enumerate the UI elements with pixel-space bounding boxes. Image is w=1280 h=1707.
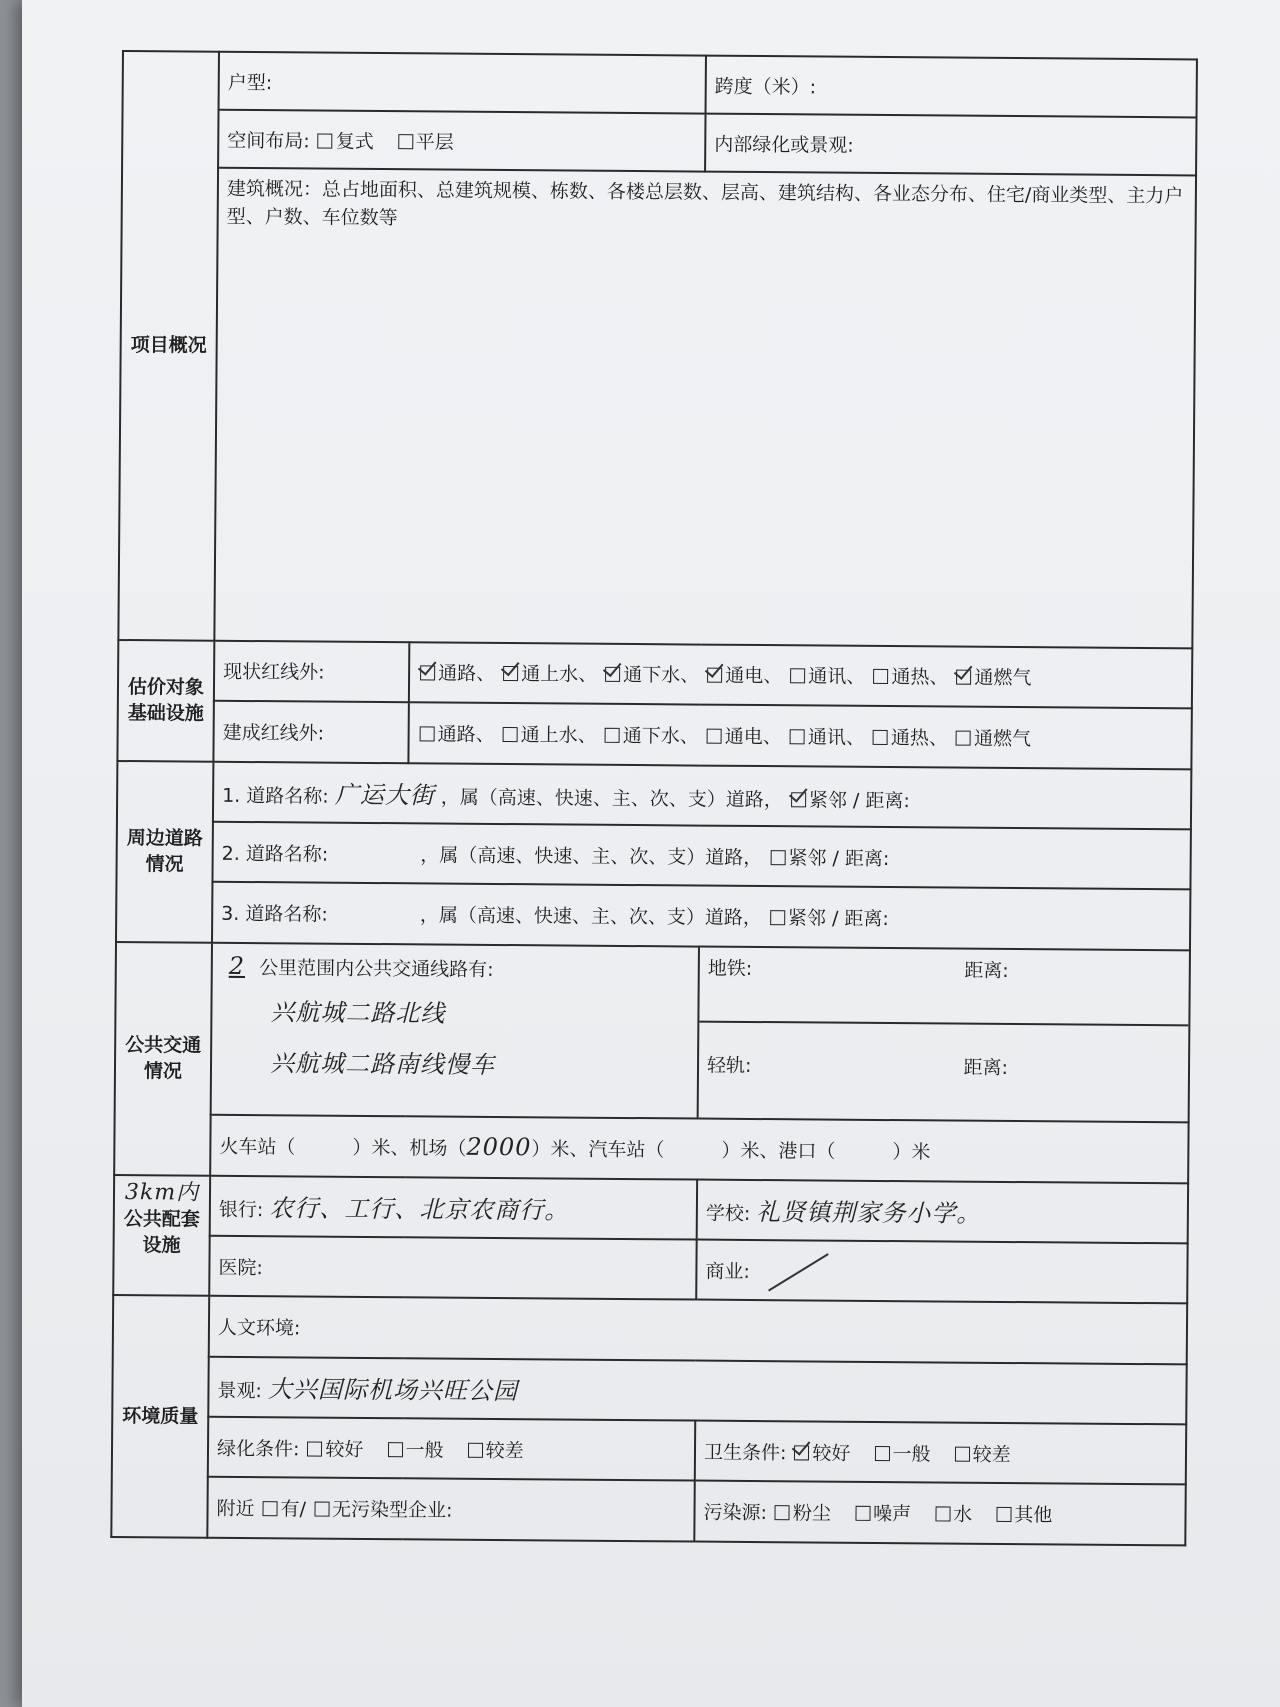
- infra1-drain-label: 通下水、: [623, 664, 700, 687]
- section-transit: 公共交通情况: [114, 942, 212, 1176]
- infra1-power-checkbox[interactable]: [707, 668, 722, 683]
- infra2-power-checkbox[interactable]: [707, 728, 722, 743]
- layout-field: [218, 110, 705, 172]
- road3-adjacent-label: 紧邻: [787, 907, 827, 930]
- survey-form: [110, 50, 1196, 1546]
- subway-label: 地铁:: [707, 957, 753, 980]
- hygiene-good-label: 较好: [812, 1442, 851, 1465]
- airport-distance-value[interactable]: 2000: [466, 1133, 532, 1162]
- infra1-gas-checkbox[interactable]: [956, 670, 971, 685]
- subway-distance-label[interactable]: 距离:: [964, 959, 1009, 982]
- infra2-water-label: 通上水、: [520, 723, 597, 747]
- infra1-telecom-checkbox[interactable]: [790, 669, 805, 684]
- facilities-title: 公共配套设施: [123, 1207, 200, 1257]
- nearby-field: [207, 1477, 694, 1541]
- infra2-road-checkbox[interactable]: [420, 726, 435, 741]
- culture-field[interactable]: 人文环境:: [209, 1296, 1187, 1364]
- hygiene-field: [695, 1421, 1186, 1485]
- stations-text: 火车站（ ）米、机场（: [219, 1136, 467, 1161]
- duplex-checkbox[interactable]: [318, 133, 333, 148]
- road1-distance: / 距离:: [852, 789, 910, 813]
- stations-row: [210, 1115, 1188, 1183]
- infra1-drain-checkbox[interactable]: [605, 667, 620, 682]
- infra-current-options: [409, 642, 1192, 709]
- hygiene-bad-checkbox[interactable]: [955, 1446, 970, 1461]
- greening-good-checkbox[interactable]: [307, 1441, 322, 1456]
- road1-name-value[interactable]: 广运大街: [334, 780, 435, 810]
- road1-prefix: 1. 道路名称:: [222, 784, 329, 808]
- nearby-no-checkbox[interactable]: [314, 1502, 329, 1517]
- infra2-telecom-label: 通讯、: [807, 726, 865, 749]
- road3-suffix: ，属（高速、快速、主、次、支）道路，: [419, 904, 762, 929]
- infra1-water-checkbox[interactable]: [503, 666, 518, 681]
- road2-distance: / 距离:: [832, 847, 890, 870]
- greening-normal-label: 一般: [405, 1438, 444, 1462]
- infra-current-label: 现状红线外:: [214, 640, 409, 702]
- transit-radius-value[interactable]: 2: [228, 951, 246, 980]
- commerce-strike-mark: [769, 1253, 830, 1291]
- road3-row: [212, 882, 1190, 950]
- pollution-water-checkbox[interactable]: [935, 1507, 950, 1522]
- duplex-label: 复式: [335, 130, 374, 153]
- commerce-label: 商业:: [705, 1260, 750, 1283]
- infra1-heat-label: 通热、: [891, 666, 949, 689]
- transit-lines-field: [211, 942, 699, 1118]
- greening-field[interactable]: 内部绿化或景观:: [705, 114, 1196, 176]
- road2-prefix: 2. 道路名称:: [221, 842, 329, 866]
- pollution-dust-checkbox[interactable]: [775, 1505, 790, 1520]
- infra1-heat-checkbox[interactable]: [873, 669, 888, 684]
- greening-good-label: 较好: [325, 1438, 364, 1461]
- flat-checkbox[interactable]: [398, 134, 413, 149]
- rail-field: [698, 946, 1190, 1122]
- pollution-noise-label: 噪声: [873, 1503, 912, 1526]
- road1-row: [213, 761, 1191, 829]
- landscape-field: [208, 1356, 1186, 1424]
- pollution-water-label: 水: [953, 1503, 973, 1526]
- nearby-no-label: 无污染型企业:: [331, 1498, 453, 1522]
- bank-field: [210, 1175, 697, 1239]
- infra2-power-label: 通电、: [724, 725, 782, 749]
- survey-table: [110, 50, 1198, 1546]
- infra1-road-checkbox[interactable]: [420, 666, 435, 681]
- infra1-gas-label: 通燃气: [974, 667, 1032, 690]
- road2-adjacent-checkbox[interactable]: [770, 850, 785, 865]
- hygiene-normal-label: 一般: [892, 1442, 931, 1466]
- pollution-noise-checkbox[interactable]: [855, 1506, 870, 1521]
- bank-value[interactable]: 农行、工行、北京农商行。: [269, 1194, 570, 1225]
- section-infra: 估价对象基础设施: [117, 640, 214, 762]
- stations-text-rest: ）米、汽车站（ ）米、港口（ ）米: [531, 1138, 931, 1164]
- nearby-yes-checkbox[interactable]: [263, 1501, 278, 1516]
- pollution-other-label: 其他: [1014, 1504, 1053, 1527]
- nearby-label: 附近: [216, 1497, 255, 1521]
- pollution-field: [694, 1481, 1185, 1545]
- paper-sheet: [22, 0, 1280, 1707]
- section-project: 项目概况: [118, 51, 219, 640]
- transit-line1-value[interactable]: 兴航城二路北线: [270, 997, 446, 1028]
- infra1-power-label: 通电、: [725, 665, 783, 688]
- nearby-yes-label: 有/: [280, 1498, 307, 1521]
- infra2-drain-checkbox[interactable]: [605, 728, 620, 743]
- infra2-water-checkbox[interactable]: [503, 727, 518, 742]
- landscape-label: 景观:: [217, 1380, 262, 1403]
- bank-label: 银行:: [218, 1199, 264, 1222]
- infra-built-options: [408, 702, 1191, 769]
- infra2-drain-label: 通下水、: [622, 724, 699, 748]
- road2-adjacent-label: 紧邻: [788, 846, 827, 870]
- hygiene-good-checkbox[interactable]: [794, 1445, 809, 1460]
- hygiene-bad-label: 较差: [972, 1443, 1011, 1466]
- road1-suffix: ，属（高速、快速、主、次、支）道路，: [440, 786, 783, 812]
- school-label: 学校:: [705, 1202, 751, 1226]
- section-facilities: [113, 1175, 210, 1297]
- transit-lines-label: 公里范围内公共交通线路有:: [259, 956, 494, 981]
- infra1-telecom-label: 通讯、: [808, 665, 866, 689]
- building-overview-field[interactable]: 建筑概况：总占地面积、总建筑规模、栋数、各楼总层数、层高、建筑结构、各业态分布、住宅/商业类型、主力户型、户数、车位数等: [214, 168, 1196, 648]
- transit-line2-value[interactable]: 兴航城二路南线慢车: [269, 1048, 496, 1079]
- school-value[interactable]: 礼贤镇荆家务小学。: [756, 1198, 982, 1229]
- greening-normal-checkbox[interactable]: [388, 1442, 403, 1457]
- road3-prefix: 3. 道路名称:: [221, 902, 328, 926]
- layout-label: 空间布局:: [227, 129, 310, 153]
- facilities-handnote: 3km内: [124, 1179, 200, 1206]
- light-rail-label: 轻轨:: [706, 1054, 752, 1077]
- section-roads: 周边道路情况: [116, 760, 213, 942]
- infra-built-label: 建成红线外:: [213, 701, 408, 763]
- span-field[interactable]: 跨度（米）:: [706, 56, 1197, 118]
- infra1-water-label: 通上水、: [521, 663, 598, 687]
- infra2-gas-label: 通燃气: [973, 727, 1032, 750]
- greening-bad-label: 较差: [485, 1439, 524, 1462]
- hygiene-normal-checkbox[interactable]: [875, 1446, 890, 1461]
- pollution-dust-label: 粉尘: [792, 1502, 832, 1525]
- commerce-field: [696, 1239, 1187, 1303]
- infra2-telecom-checkbox[interactable]: [790, 729, 805, 744]
- greening-condition-label: 绿化条件:: [216, 1437, 300, 1461]
- pollution-other-checkbox[interactable]: [996, 1507, 1011, 1522]
- road1-adjacent-checkbox[interactable]: [791, 792, 806, 807]
- infra2-gas-checkbox[interactable]: [956, 730, 971, 745]
- hospital-field[interactable]: 医院:: [209, 1236, 696, 1300]
- pollution-label: 污染源:: [703, 1501, 768, 1525]
- light-rail-distance-label[interactable]: 距离:: [963, 1056, 1009, 1079]
- unit-type-field[interactable]: 户型:: [219, 52, 706, 114]
- greening-condition-field: [208, 1417, 695, 1481]
- school-field: [697, 1179, 1188, 1243]
- road1-adjacent-label: 紧邻: [808, 789, 847, 812]
- infra1-road-label: 通路、: [438, 662, 496, 686]
- flat-label: 平层: [415, 131, 454, 154]
- road3-distance: / 距离:: [831, 907, 889, 930]
- landscape-value[interactable]: 大兴国际机场兴旺公园: [267, 1375, 519, 1406]
- infra2-heat-checkbox[interactable]: [873, 730, 888, 745]
- infra2-heat-label: 通热、: [890, 726, 949, 750]
- greening-bad-checkbox[interactable]: [468, 1442, 483, 1457]
- road2-row: [212, 822, 1190, 890]
- infra2-road-label: 通路、: [437, 723, 495, 746]
- road3-adjacent-checkbox[interactable]: [770, 910, 785, 925]
- road2-suffix: ，属（高速、快速、主、次、支）道路，: [420, 843, 763, 869]
- hygiene-label: 卫生条件:: [703, 1441, 787, 1464]
- section-environment: 环境质量: [111, 1295, 209, 1537]
